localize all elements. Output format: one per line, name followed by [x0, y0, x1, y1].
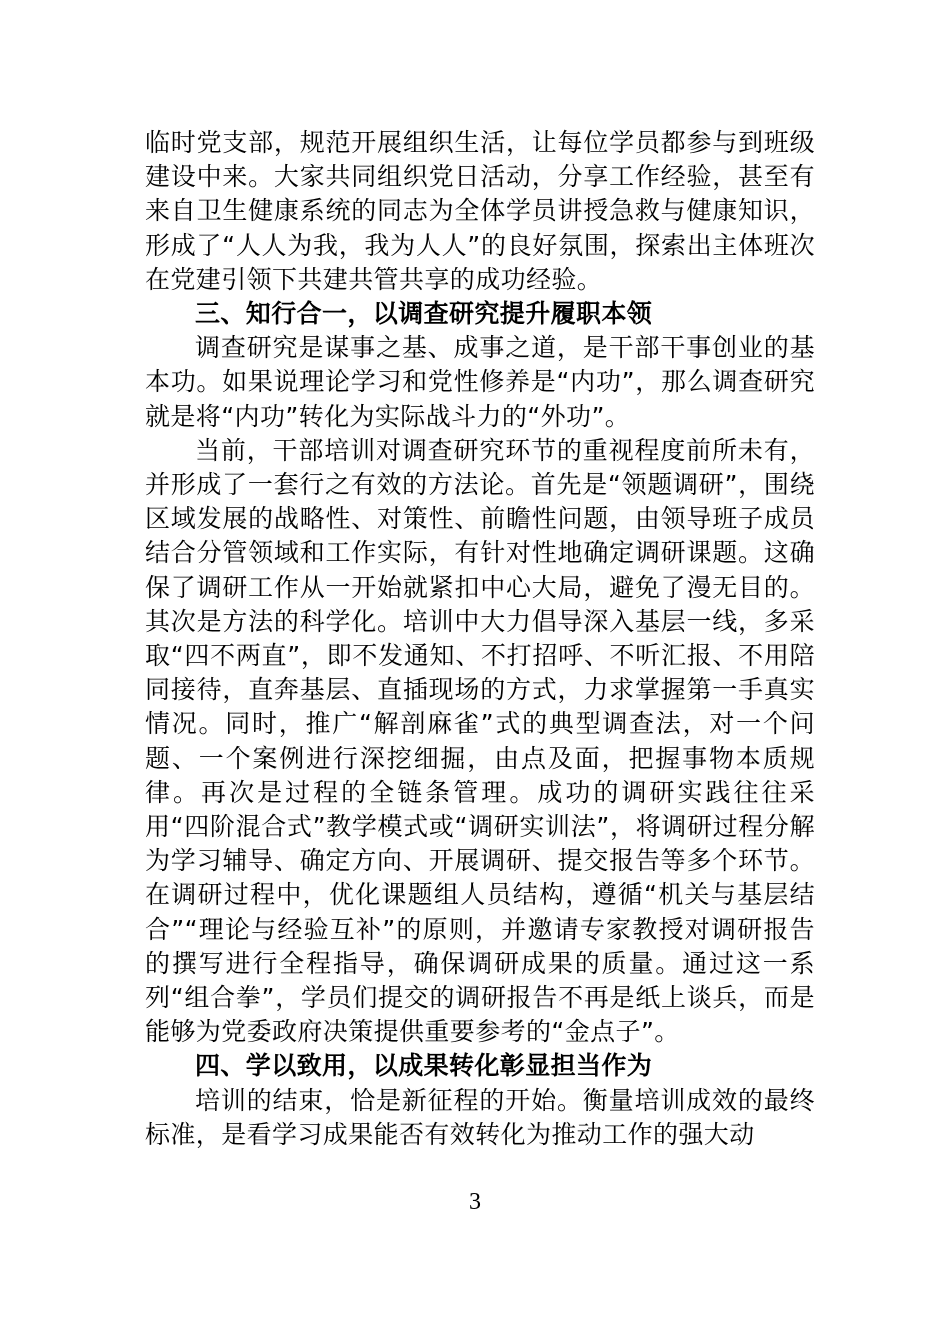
- section-heading-3: 三、知行合一，以调查研究提升履职本领: [195, 299, 653, 329]
- page-number: 3: [469, 1189, 481, 1215]
- paragraph-continuation: 临时党支部，规范开展组织生活，让每位学员都参与到班级建设中来。大家共同组织党日活动，分享工作经验，甚至有来自卫生健康系统的同志为全体学员讲授急救与健康知识，形成了“人人为我，我为人人”的良好氛围，探索出主体班次在党建引领下共建共管共享的成功经验。: [145, 128, 815, 294]
- paragraph-research-method: 当前，干部培训对调查研究环节的重视程度前所未有，并形成了一套行之有效的方法论。首先是“领题调研”，围绕区域发展的战略性、对策性、前瞻性问题，由领导班子成员结合分管领域和工作实际，有针对性地确定调研课题。这确保了调研工作从一开始就紧扣中心大局，避免了漫无目的。其次是方法的科学化。培训中大力倡导深入基层一线，多采取“四不两直”，即不发通知、不打招呼、不听汇报、不用陪同接待，直奔基层、直插现场的方式，力求掌握第一手真实情况。同时，推广“解剖麻雀”式的典型调查法，对一个问题、一个案例进行深挖细掘，由点及面，把握事物本质规律。再次是过程的全链条管理。成功的调研实践往往采用“四阶混合式”教学模式或“调研实训法”，将调研过程分解为学习辅导、确定方向、开展调研、提交报告等多个环节。在调研过程中，优化课题组人员结构，遵循“机关与基层结合”“理论与经验互补”的原则，并邀请专家教授对调研报告的撰写进行全程指导，确保调研成果的质量。通过这一系列“组合拳”，学员们提交的调研报告不再是纸上谈兵，而是能够为党委政府决策提供重要参考的“金点子”。: [145, 435, 815, 1047]
- body-text: [145, 126, 815, 1152]
- section-heading-4: 四、学以致用，以成果转化彰显担当作为: [195, 1051, 653, 1081]
- paragraph-research-intro: 调查研究是谋事之基、成事之道，是干部干事创业的基本功。如果说理论学习和党性修养是“内功”，那么调查研究就是将“内功”转化为实际战斗力的“外功”。: [145, 333, 815, 431]
- paragraph-training-outcome: 培训的结束，恰是新征程的开始。衡量培训成效的最终标准，是看学习成果能否有效转化为推动工作的强大动: [145, 1085, 815, 1149]
